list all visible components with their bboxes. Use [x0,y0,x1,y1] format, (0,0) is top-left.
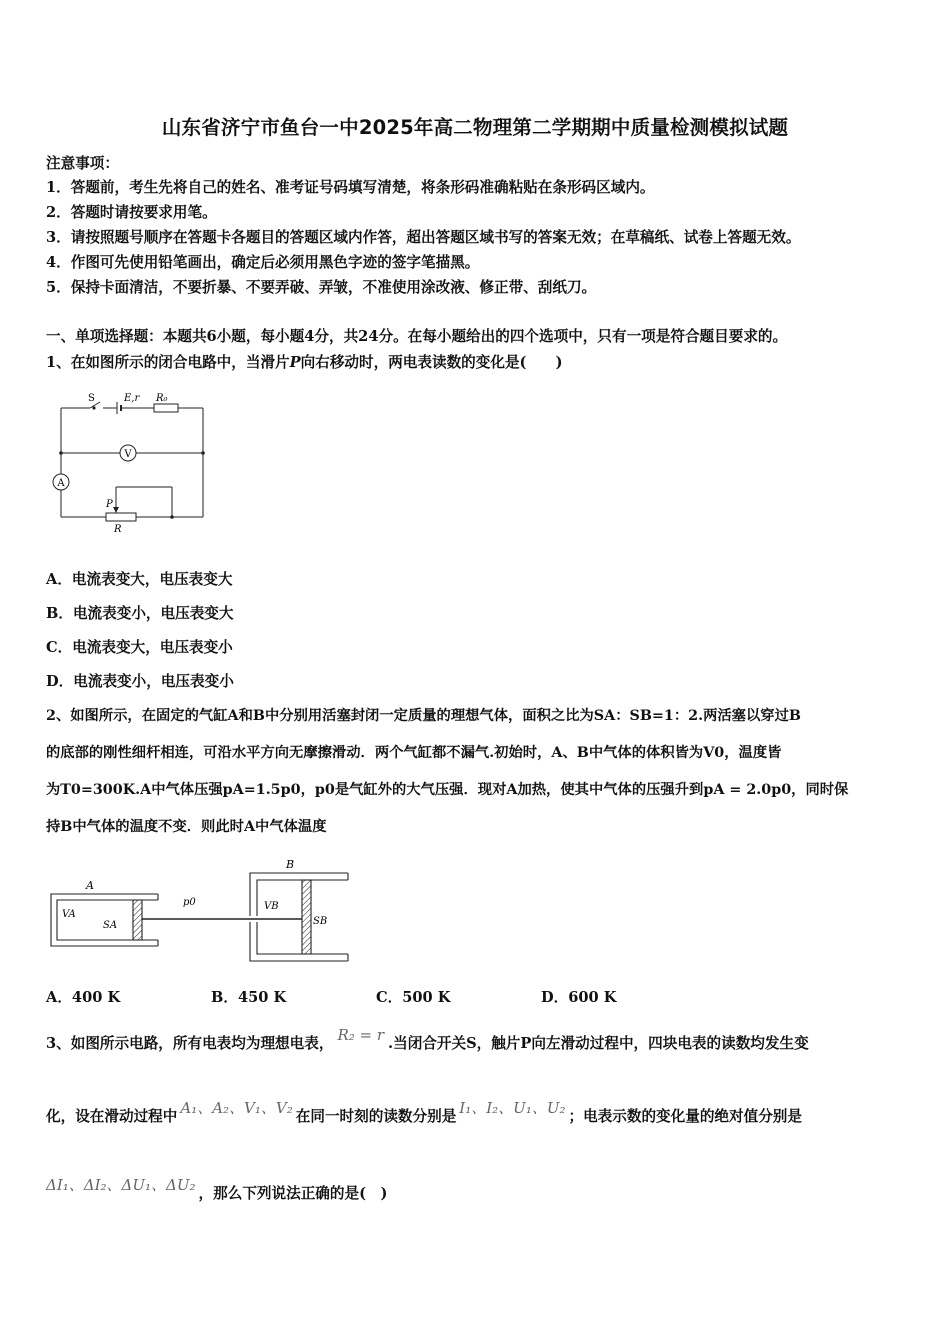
q1-option-d-letter: D． [46,673,74,690]
slider-arrow [113,507,119,513]
q3-part-3: 化，设在滑动过程中 [46,1108,178,1125]
q1-stem-part-b: 向右移动时，两电表读数的变化是( ) [300,354,563,371]
piston-a [133,900,142,940]
q3-meters: A₁、A₂、V₁、V₂ [180,1099,293,1117]
q2-option-c[interactable] [376,986,450,1007]
q3-part-1: 3、如图所示电路，所有电表均为理想电表， [46,1035,334,1052]
q1-fig-v: V [124,449,132,460]
q1-option-a-letter: A． [46,571,72,588]
q1-fig-p: P [106,499,113,510]
q1-fig-er: E,r [124,393,140,404]
q3-readings: I₁、I₂、U₁、U₂ [459,1099,566,1117]
q1-option-b-letter: B． [46,605,73,622]
q2-option-a-text: 400 K [71,989,121,1006]
q3-deltas: ΔI₁、ΔI₂、ΔU₁、ΔU₂ [46,1176,196,1194]
q1-stem-part-a: 1、在如图所示的闭合电路中，当滑片 [46,354,290,371]
q2-option-d-letter: D． [541,989,569,1006]
page-title: 山东省济宁市鱼台一中2025年高二物理第二学期期中质量检测模拟试题 [161,116,789,139]
r0-resistor [154,404,178,412]
q2-fig-sb: SB [313,916,328,927]
q1-option-a[interactable] [46,568,232,589]
notice-item-3: 3．请按照题号顺序在答题卡各题目的答题区域内作答，超出答题区域书写的答案无效；在草稿纸、试卷上答题无效。 [46,229,801,246]
q2-fig-p0: p0 [183,897,196,908]
q1-fig-r: R [114,524,122,535]
q2-option-a-letter: A． [46,989,72,1006]
q2-option-d[interactable] [541,986,616,1007]
q2-option-a[interactable] [46,986,120,1007]
q3-line-1 [46,1026,809,1053]
q1-fig-a: A [57,478,65,489]
q3-condition: R₂ = r [337,1026,385,1044]
notice-heading: 注意事项： [46,155,119,172]
q1-option-b[interactable] [46,602,233,623]
q1-stem [46,351,563,372]
q2-line-3: 为T0=300K.A中气体压强pA=1.5p0，p0是气缸外的大气压强．现对A加热，使其中气体的压强升到pA = 2.0p0，同时保 [46,782,849,798]
q2-fig-b: B [286,858,295,871]
q3-part-2: .当闭合开关S，触片P向左滑动过程中，四块电表的读数均发生变 [388,1035,809,1052]
section-heading: 一、单项选择题：本题共6小题，每小题4分，共24分。在每小题给出的四个选项中，只有一项是符合题目要求的。 [46,328,788,345]
notice-item-1: 1．答题前，考生先将自己的姓名、准考证号码填写清楚，将条形码准确粘贴在条形码区域内。 [46,179,655,196]
q2-cylinder-figure [48,854,358,966]
q1-option-c-text: 电流表变大，电压表变小 [72,639,233,656]
q2-fig-a: A [86,879,94,892]
notice-item-2: 2．答题时请按要求用笔。 [46,204,217,221]
q1-option-b-text: 电流表变小，电压表变大 [72,605,234,622]
q3-line-2 [46,1099,802,1126]
q2-fig-va: VA [62,909,76,920]
q3-part-4: 在同一时刻的读数分别是 [295,1108,457,1125]
piston-b [302,880,311,954]
q1-option-d[interactable] [46,670,234,691]
q2-option-c-text: 500 K [402,989,451,1006]
notice-item-5: 5．保持卡面清洁，不要折暴、不要弄破、弄皱，不准使用涂改液、修正带、刮纸刀。 [46,279,597,296]
q2-fig-sa: SA [103,920,118,931]
q3-part-5: ；电表示数的变化量的绝对值分别是 [568,1108,802,1125]
q1-option-a-text: 电流表变大，电压表变大 [71,571,233,588]
q1-stem-p: P [289,354,301,371]
notice-item-4: 4．作图可先使用铅笔画出，确定后必须用黑色字迹的签字笔描黑。 [46,254,480,271]
q3-line-3 [46,1176,388,1203]
q2-option-b-letter: B． [211,989,238,1006]
q2-option-b[interactable] [211,986,286,1007]
q2-line-2: 的底部的刚性细杆相连，可沿水平方向无摩擦滑动．两个气缸都不漏气.初始时，A、B中气体的体积皆为V0，温度皆 [46,745,782,761]
q1-fig-s: S [88,393,95,404]
q2-line-4: 持B中气体的温度不变．则此时A中气体温度 [46,819,327,835]
q1-circuit-figure [48,390,213,535]
q1-option-c[interactable] [46,636,233,657]
rheostat-r [106,513,136,521]
q2-line-1: 2、如图所示，在固定的气缸A和B中分别用活塞封闭一定质量的理想气体，面积之比为SA：SB=1：2.两活塞以穿过B [46,708,801,724]
q2-option-d-text: 600 K [568,989,617,1006]
q2-option-b-text: 450 K [237,989,287,1006]
q2-option-c-letter: C． [376,989,403,1006]
q2-fig-vb: VB [264,901,279,912]
q1-option-d-text: 电流表变小，电压表变小 [73,673,234,690]
q1-option-c-letter: C． [46,639,73,656]
q3-part-6: ，那么下列说法正确的是( ) [198,1185,388,1202]
q1-fig-r0: R₀ [156,393,168,404]
